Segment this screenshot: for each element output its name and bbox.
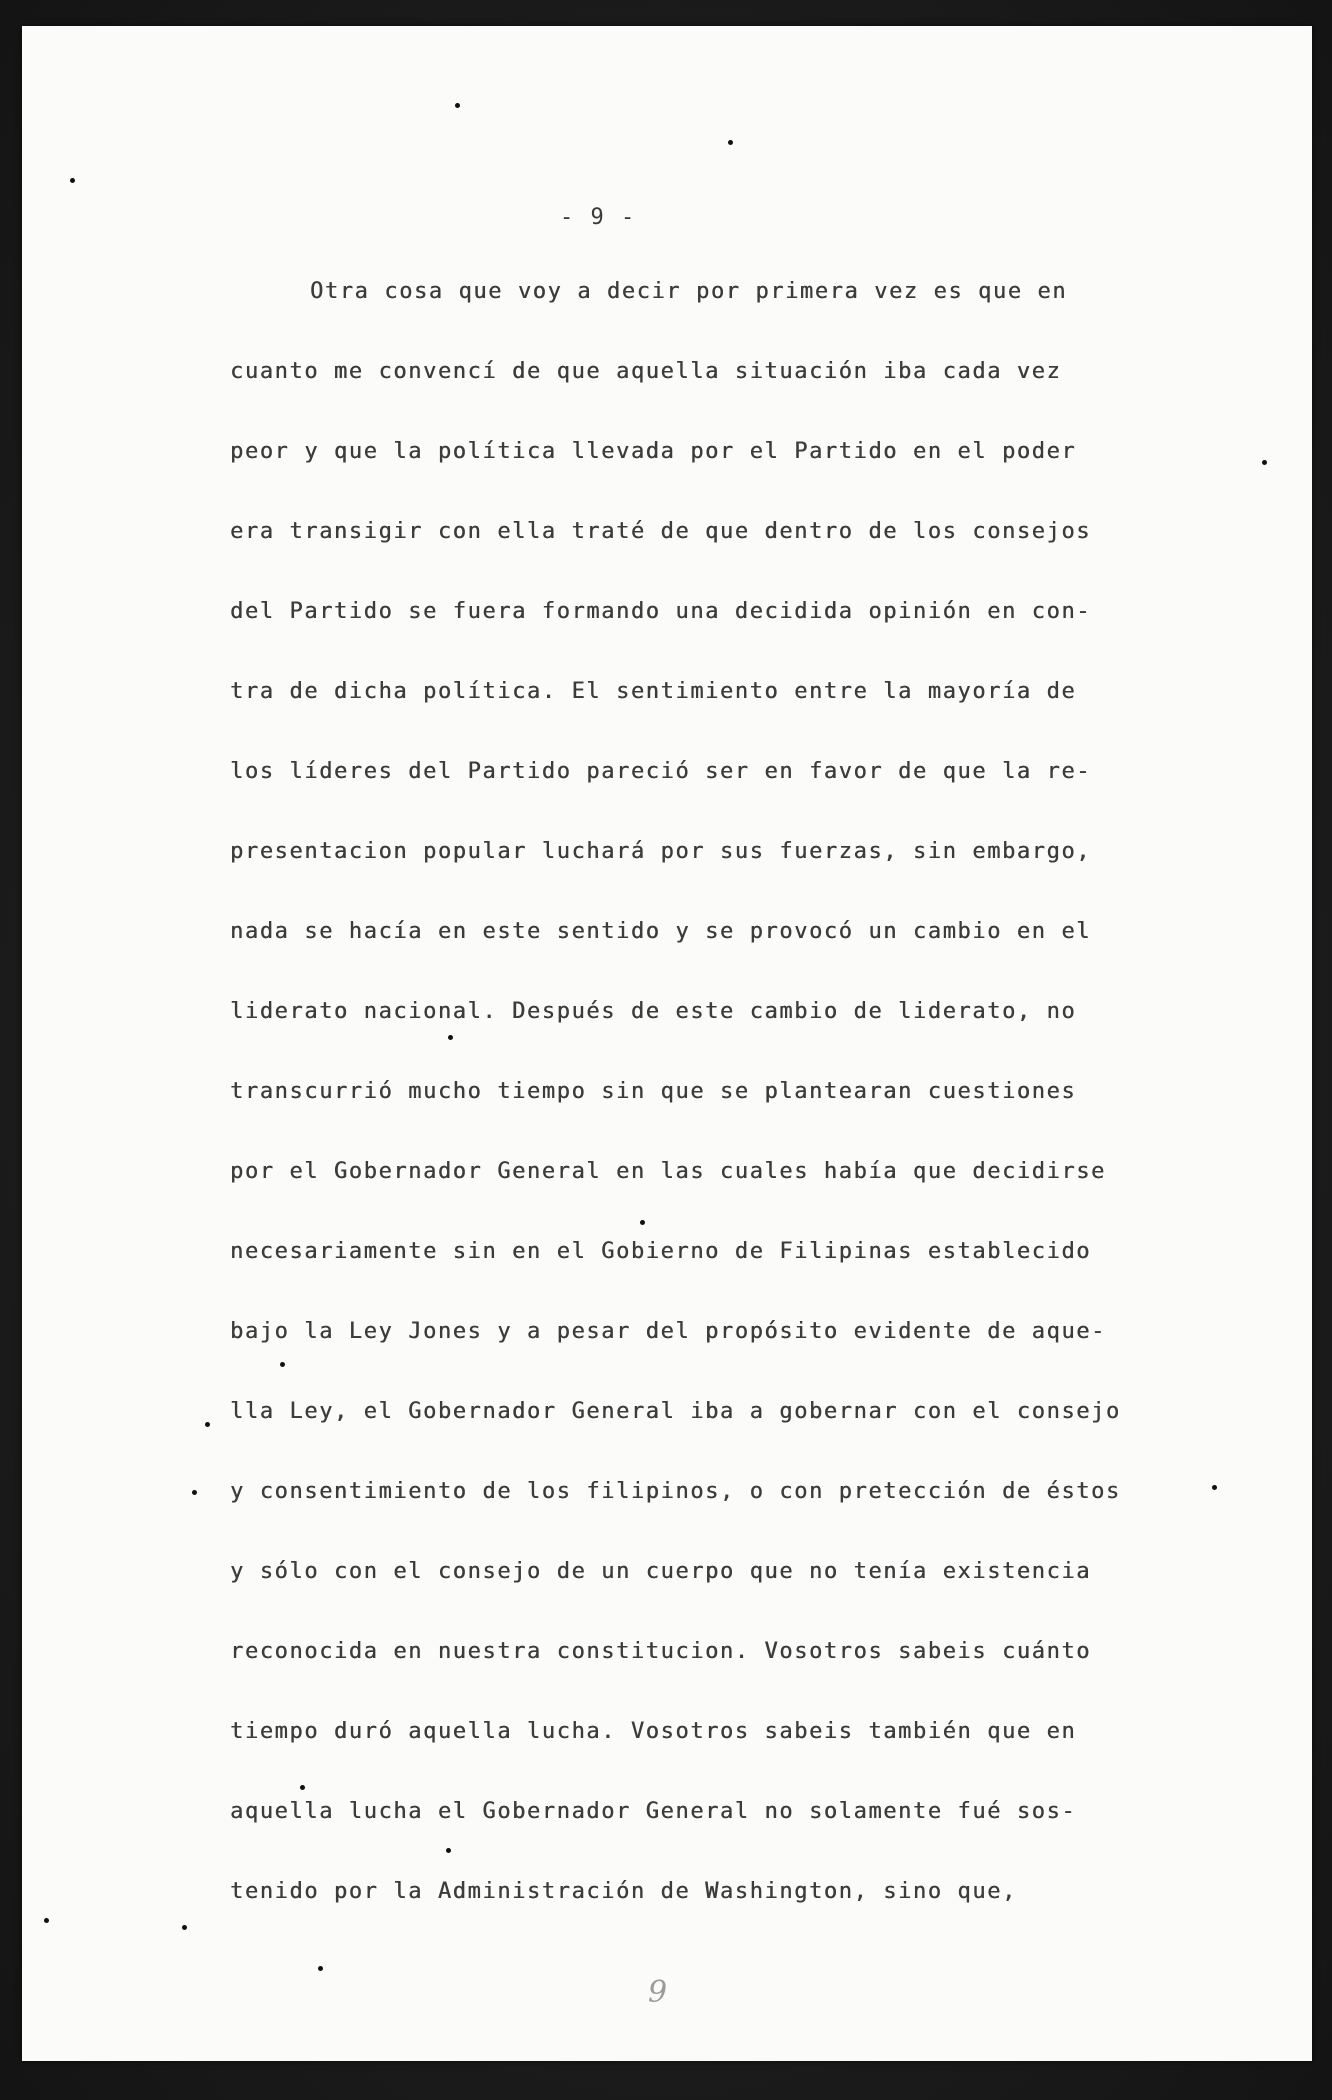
text-line: bajo la Ley Jones y a pesar del propósito evidente de aque- [230,1319,1106,1344]
scan-speck [1212,1485,1217,1490]
text-line: era transigir con ella traté de que dentro de los consejos [230,519,1092,544]
text-line: del Partido se fuera formando una decidida opinión en con- [230,599,1092,624]
text-line: transcurrió mucho tiempo sin que se plantearan cuestiones [230,1079,1077,1104]
text-line: peor y que la política llevada por el Partido en el poder [230,439,1077,464]
scan-speck [1262,460,1267,465]
text-line: Otra cosa que voy a decir por primera vez es que en [310,279,1068,304]
text-line: tra de dicha política. El sentimiento entre la mayoría de [230,679,1077,704]
text-line: reconocida en nuestra constitucion. Vosotros sabeis cuánto [230,1639,1092,1664]
text-line: liderato nacional. Después de este cambio de liderato, no [230,999,1077,1024]
text-line: necesariamente sin en el Gobierno de Filipinas establecido [230,1239,1092,1264]
scan-speck [182,1925,187,1930]
text-line: cuanto me convencí de que aquella situación iba cada vez [230,359,1062,384]
text-line: y sólo con el consejo de un cuerpo que no tenía existencia [230,1559,1092,1584]
text-line: y consentimiento de los filipinos, o con pretección de éstos [230,1479,1121,1504]
scan-speck [300,1785,305,1790]
text-line: tiempo duró aquella lucha. Vosotros sabeis también que en [230,1719,1077,1744]
text-line: por el Gobernador General en las cuales había que decidirse [230,1159,1106,1184]
scan-speck [318,1966,323,1971]
scan-speck [446,1848,451,1853]
text-line: lla Ley, el Gobernador General iba a gobernar con el consejo [230,1399,1121,1424]
handwritten-folio-number: 9 [648,1975,668,2010]
text-line: aquella lucha el Gobernador General no solamente fué sos- [230,1799,1077,1824]
text-line: tenido por la Administración de Washington, sino que, [230,1879,1017,1904]
typed-body-text [230,272,1190,1952]
scan-speck [70,178,75,183]
text-line: nada se hacía en este sentido y se provocó un cambio en el [230,919,1092,944]
scan-speck [455,103,460,108]
text-line: los líderes del Partido pareció ser en favor de que la re- [230,759,1092,784]
scan-speck [640,1220,645,1225]
text-line: presentacion popular luchará por sus fuerzas, sin embargo, [230,839,1092,864]
scan-speck [448,1035,453,1040]
scan-speck [44,1918,49,1923]
page-number: - 9 - [560,205,637,230]
scan-speck [280,1362,285,1367]
scan-speck [205,1422,210,1427]
scan-speck [728,140,733,145]
scan-speck [192,1490,197,1495]
